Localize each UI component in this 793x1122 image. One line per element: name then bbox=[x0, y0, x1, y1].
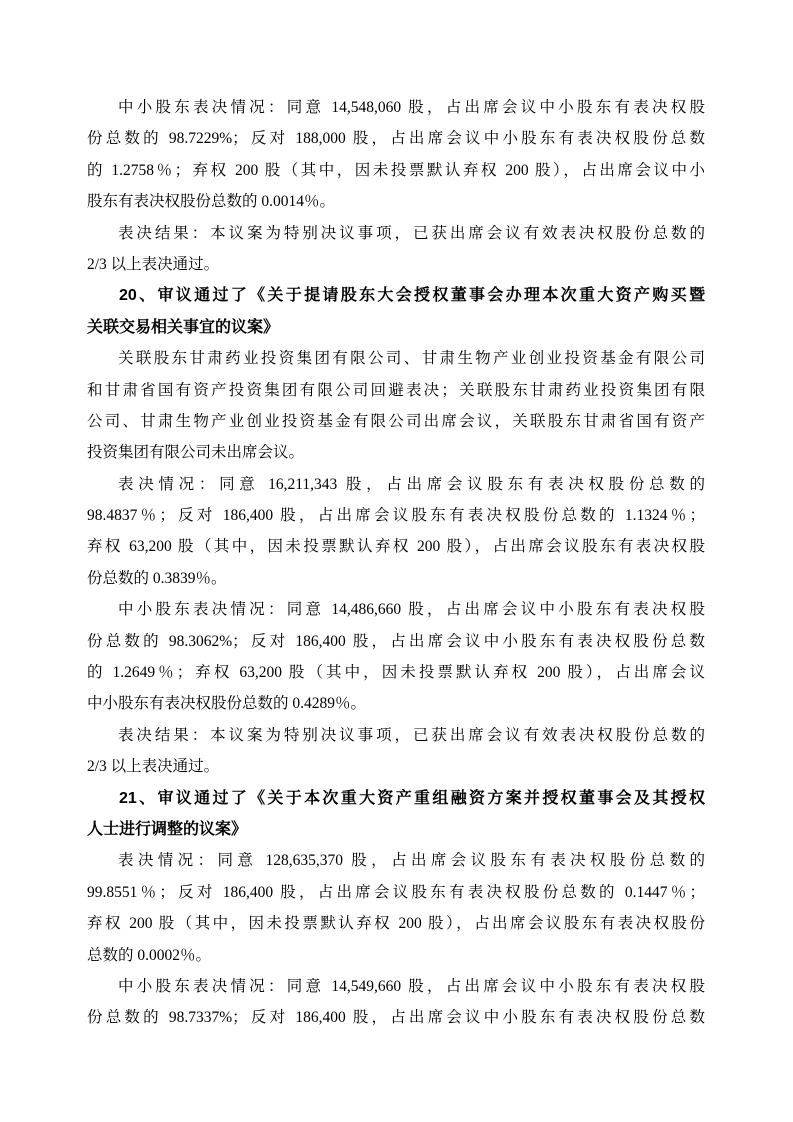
body-paragraph bbox=[87, 971, 705, 1034]
body-paragraph bbox=[87, 720, 705, 783]
text-line: 表决情况：同意 128,635,370 股，占出席会议股东有表决权股份总数的 bbox=[118, 852, 705, 870]
document-content bbox=[87, 92, 705, 1034]
text-line: 弃权 63,200 股（其中，因未投票默认弃权 200 股），占出席会议股东有表决权股 bbox=[87, 538, 705, 556]
text-line: 99.8551％；反对 186,400 股，占出席会议股东有表决权股份总数的 0.1447％； bbox=[87, 883, 705, 901]
text-line: 21、审议通过了《关于本次重大资产重组融资方案并授权董事会及其授权 bbox=[119, 789, 705, 807]
body-paragraph bbox=[87, 218, 705, 281]
proposal-heading bbox=[87, 280, 705, 343]
text-line: 份总数的 98.3062%；反对 186,400 股，占出席会议中小股东有表决权股份总数 bbox=[87, 632, 705, 650]
text-line: 的 1.2758％；弃权 200 股（其中，因未投票默认弃权 200 股），占出席会议中小 bbox=[87, 161, 705, 179]
text-line: 20、审议通过了《关于提请股东大会授权董事会办理本次重大资产购买暨 bbox=[119, 287, 705, 305]
text-line: 表决结果：本议案为特别决议事项，已获出席会议有效表决权股份总数的 bbox=[118, 726, 705, 744]
text-line: 中小股东有表决权股份总数的 0.4289％。 bbox=[87, 695, 367, 713]
text-line: 中小股东表决情况：同意 14,486,660 股，占出席会议中小股东有表决权股 bbox=[118, 601, 705, 619]
text-line: 投资集团有限公司未出席会议。 bbox=[87, 444, 305, 462]
text-line: 表决结果：本议案为特别决议事项，已获出席会议有效表决权股份总数的 bbox=[118, 224, 705, 242]
text-line: 中小股东表决情况：同意 14,549,660 股，占出席会议中小股东有表决权股 bbox=[118, 977, 705, 995]
text-line: 2/3 以上表决通过。 bbox=[87, 758, 220, 776]
proposal-heading bbox=[87, 783, 705, 846]
text-line: 关联股东甘肃药业投资集团有限公司、甘肃生物产业创业投资基金有限公司 bbox=[118, 350, 705, 368]
body-paragraph bbox=[87, 845, 705, 971]
text-line: 表决情况：同意 16,211,343 股，占出席会议股东有表决权股份总数的 bbox=[118, 475, 705, 493]
text-line: 公司、甘肃生物产业创业投资基金有限公司出席会议，关联股东甘肃省国有资产 bbox=[87, 412, 705, 430]
body-paragraph bbox=[87, 343, 705, 469]
text-line: 98.4837％；反对 186,400 股，占出席会议股东有表决权股份总数的 1.1324％； bbox=[87, 507, 705, 525]
text-line: 2/3 以上表决通过。 bbox=[87, 255, 220, 273]
text-line: 份总数的 98.7229%；反对 188,000 股，占出席会议中小股东有表决权股份总数 bbox=[87, 130, 705, 148]
text-line: 总数的 0.0002％。 bbox=[87, 946, 212, 964]
text-line: 和甘肃省国有资产投资集团有限公司回避表决；关联股东甘肃药业投资集团有限 bbox=[87, 381, 705, 399]
text-line: 人士进行调整的议案》 bbox=[87, 820, 248, 838]
text-line: 中小股东表决情况：同意 14,548,060 股，占出席会议中小股东有表决权股 bbox=[118, 99, 705, 116]
body-paragraph bbox=[87, 594, 705, 720]
text-line: 的 1.2649％；弃权 63,200 股（其中，因未投票默认弃权 200 股），占出席会议 bbox=[87, 664, 705, 682]
text-line: 份总数的 0.3839％。 bbox=[87, 569, 227, 587]
text-line: 弃权 200 股（其中，因未投票默认弃权 200 股），占出席会议股东有表决权股份 bbox=[87, 915, 705, 933]
body-paragraph bbox=[87, 469, 705, 595]
body-paragraph bbox=[87, 92, 705, 218]
text-line: 份总数的 98.7337%；反对 186,400 股，占出席会议中小股东有表决权股份总数 bbox=[87, 1009, 705, 1027]
text-line: 关联交易相关事宜的议案》 bbox=[87, 318, 280, 336]
text-line: 股东有表决权股份总数的 0.0014％。 bbox=[87, 193, 336, 211]
